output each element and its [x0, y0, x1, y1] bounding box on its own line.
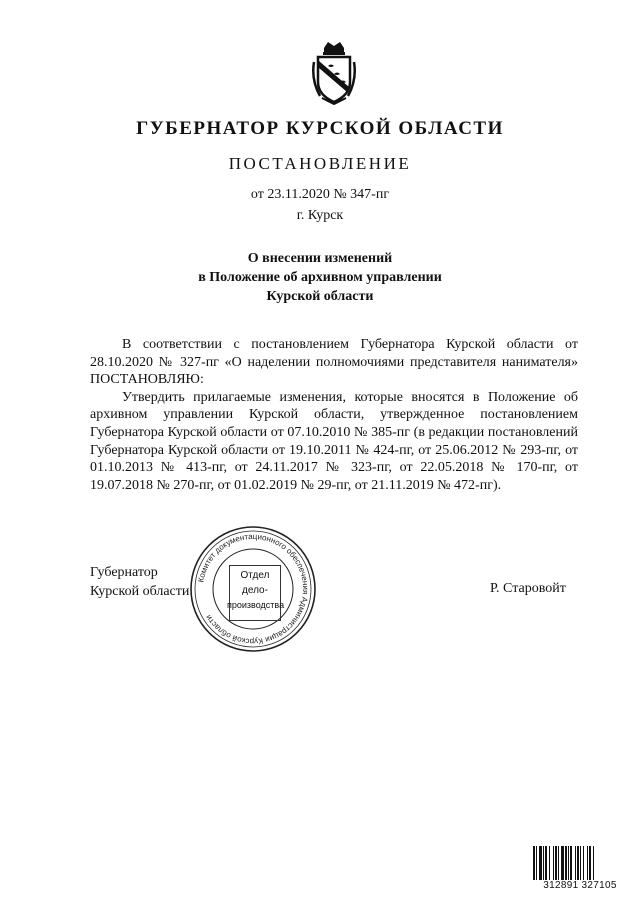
body-paragraph: В соответствии с постановлением Губернатора Курской области от 28.10.2020 № 327-пг «О наделении полномочиями представителя нанимателя» ПОСТАНОВЛЯЮ: [90, 337, 578, 388]
barcode [532, 846, 628, 880]
signatory-name: Р. Старовойт [490, 581, 566, 596]
stamp-center [227, 565, 285, 621]
issuer-title: ГУБЕРНАТОР КУРСКОЙ ОБЛАСТИ [136, 118, 504, 139]
signatory-position-line: Губернатор [90, 565, 158, 580]
stamp-center-line: производства [227, 600, 285, 610]
coat-of-arms-icon [310, 40, 358, 106]
document-type: ПОСТАНОВЛЕНИЕ [228, 154, 412, 173]
signatory-position-line: Курской области [90, 584, 190, 599]
stamp-ring-text: Комитет документационного обеспечения Администрации Курской области [196, 531, 311, 647]
subject-line: в Положение об архивном управлении [198, 270, 442, 285]
body-paragraph: Утвердить прилагаемые изменения, которые вносятся в Положение об архивном управлении Курской области, утвержденное постановлением Губернатора Курской области от 07.10.2010 № 385-пг (в редакции постановлений Губернатора Курской области от 19.10.2011 № 424-пг, от 25.06.2012 № 293-пг, от 01.10.2013 № 413-пг, от 24.11.2017 № 323-пг, от 22.05.2018 № 170-пг, от 19.07.2018 № 270-пг, от 01.02.2019 № 29-пг, от 21.11.2019 № 472-пг). [90, 389, 578, 493]
signatory-position [90, 563, 189, 601]
subject-line: О внесении изменений [247, 251, 393, 266]
document-body [90, 336, 578, 494]
document-city: г. Курск [296, 208, 344, 223]
document-date-number: от 23.11.2020 № 347-пг [250, 187, 390, 202]
barcode-number: 312891 327105 [543, 880, 617, 891]
stamp-center-line: дело- [242, 585, 268, 596]
document-subject [0, 249, 640, 306]
subject-line: Курской области [266, 289, 374, 304]
stamp-center-line: Отдел [240, 570, 270, 581]
